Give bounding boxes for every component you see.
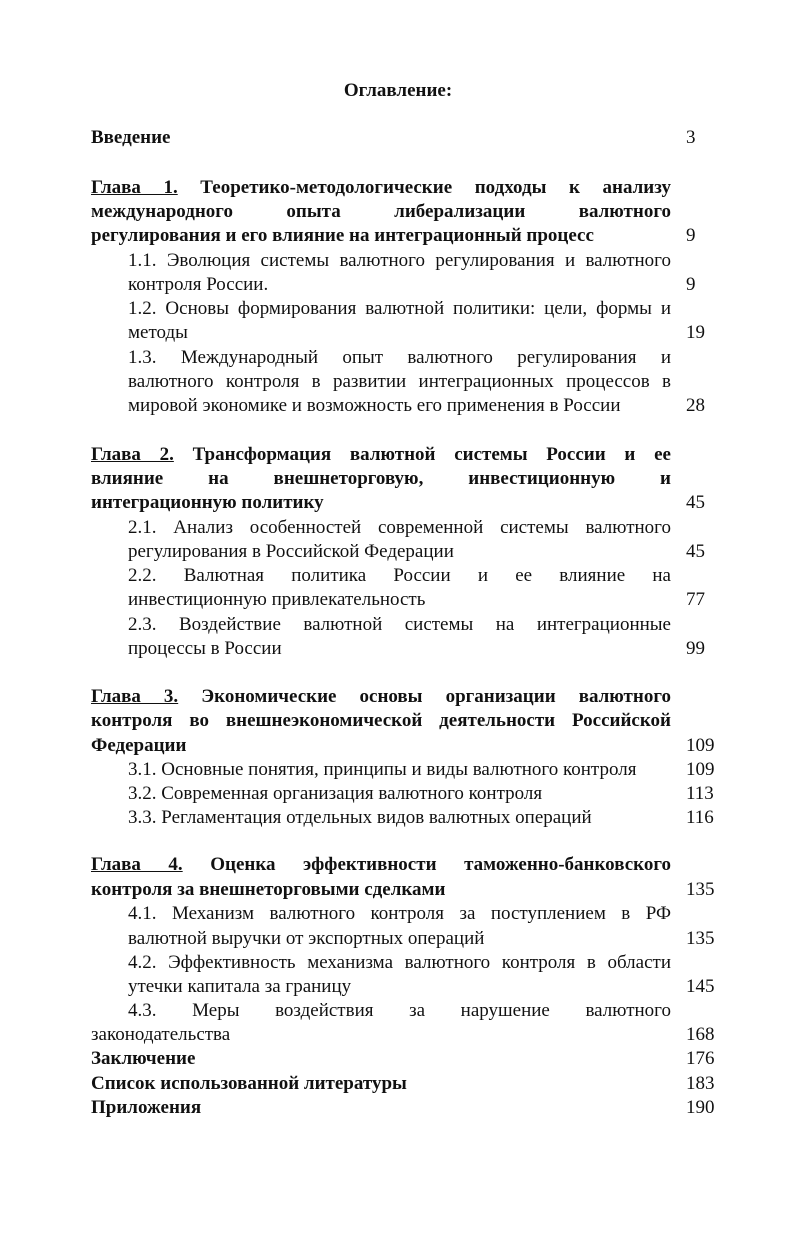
toc-entry-intro: Введение — [91, 127, 171, 148]
toc-page-literature: 183 — [686, 1073, 715, 1094]
toc-page-section-1-3: 28 — [686, 395, 705, 416]
toc-page-section-2-2: 77 — [686, 589, 705, 610]
toc-chapter-1-line-2: международного опыта либерализации валютного — [91, 201, 671, 222]
toc-section-1-3-line-1: 1.3. Международный опыт валютного регулирования и — [128, 347, 671, 368]
toc-section-2-1-line-1: 2.1. Анализ особенностей современной системы валютного — [128, 517, 671, 538]
toc-section-1-3-line-2: валютного контроля в развитии интеграционных процессов в — [128, 371, 671, 392]
toc-page-section-1-2: 19 — [686, 322, 705, 343]
toc-section-2-3-line-1: 2.3. Воздействие валютной системы на интеграционные — [128, 614, 671, 635]
toc-page-section-4-3: 168 — [686, 1024, 715, 1045]
toc-chapter-3-line-2: контроля во внешнеэкономической деятельности Российской — [91, 710, 671, 731]
toc-page-section-2-3: 99 — [686, 638, 705, 659]
toc-section-4-2-line-2: утечки капитала за границу — [128, 976, 352, 997]
toc-page-conclusion: 176 — [686, 1048, 715, 1069]
toc-page-intro: 3 — [686, 127, 696, 148]
toc-page-chapter-1: 9 — [686, 225, 696, 246]
toc-section-4-1-line-2: валютной выручки от экспортных операций — [128, 928, 485, 949]
toc-chapter-1-line-1 — [91, 176, 671, 200]
toc-section-1-2-line-1: 1.2. Основы формирования валютной политики: цели, формы и — [128, 298, 671, 319]
chapter-3-prefix: Глава 3. — [91, 686, 179, 707]
toc-section-2-1-line-2: регулирования в Российской Федерации — [128, 541, 454, 562]
toc-section-1-2-line-2: методы — [128, 322, 188, 343]
toc-section-4-3-line-2: законодательства — [91, 1024, 231, 1045]
toc-chapter-4-line-1 — [91, 853, 671, 877]
chapter-3-title-part: Экономические основы организации валютного — [178, 686, 671, 707]
toc-page-chapter-2: 45 — [686, 492, 705, 513]
toc-section-1-1-line-1: 1.1. Эволюция системы валютного регулирования и валютного — [128, 250, 671, 271]
toc-title: Оглавление: — [343, 80, 453, 101]
toc-page-section-3-2: 113 — [686, 783, 714, 804]
toc-chapter-2-line-3: интеграционную политику — [91, 492, 324, 513]
toc-section-2-2-line-1: 2.2. Валютная политика России и ее влияние на — [128, 565, 671, 586]
toc-section-4-1-line-1: 4.1. Механизм валютного контроля за поступлением в РФ — [128, 903, 671, 924]
chapter-1-title-part: Теоретико-методологические подходы к анализу — [177, 177, 671, 198]
toc-page-section-4-1: 135 — [686, 928, 715, 949]
toc-section-1-3-line-3: мировой экономике и возможность его применения в России — [128, 395, 621, 416]
chapter-2-title-part: Трансформация валютной системы России и ее — [173, 444, 671, 465]
toc-chapter-2-line-1 — [91, 443, 671, 467]
toc-page-section-4-2: 145 — [686, 976, 715, 997]
toc-page-appendix: 190 — [686, 1097, 715, 1118]
toc-page-section-2-1: 45 — [686, 541, 705, 562]
chapter-2-prefix: Глава 2. — [91, 444, 174, 465]
toc-section-3-3: 3.3. Регламентация отдельных видов валютных операций — [128, 807, 592, 828]
toc-page-section-3-1: 109 — [686, 759, 715, 780]
toc-page-chapter-3: 109 — [686, 735, 715, 756]
toc-page-chapter-4: 135 — [686, 879, 715, 900]
toc-section-3-2: 3.2. Современная организация валютного контроля — [128, 783, 543, 804]
toc-entry-appendix: Приложения — [91, 1097, 202, 1118]
toc-page-section-3-3: 116 — [686, 807, 714, 828]
chapter-4-prefix: Глава 4. — [91, 854, 183, 875]
toc-section-2-2-line-2: инвестиционную привлекательность — [128, 589, 426, 610]
toc-chapter-4-line-2: контроля за внешнеторговыми сделками — [91, 879, 446, 900]
toc-section-3-1: 3.1. Основные понятия, принципы и виды валютного контроля — [128, 759, 637, 780]
toc-entry-conclusion: Заключение — [91, 1048, 196, 1069]
toc-page-section-1-1: 9 — [686, 274, 696, 295]
toc-section-4-2-line-1: 4.2. Эффективность механизма валютного контроля в области — [128, 952, 671, 973]
toc-chapter-2-line-2: влияние на внешнеторговую, инвестиционную и — [91, 468, 671, 489]
toc-section-2-3-line-2: процессы в России — [128, 638, 282, 659]
toc-chapter-3-line-3: Федерации — [91, 735, 187, 756]
chapter-4-title-part: Оценка эффективности таможенно-банковского — [182, 854, 671, 875]
toc-entry-literature: Список использованной литературы — [91, 1073, 407, 1094]
toc-section-1-1-line-2: контроля России. — [128, 274, 269, 295]
toc-chapter-3-line-1 — [91, 685, 671, 709]
toc-section-4-3-line-1: 4.3. Меры воздействия за нарушение валютного — [128, 1000, 671, 1021]
toc-chapter-1-line-3: регулирования и его влияние на интеграционный процесс — [91, 225, 594, 246]
chapter-1-prefix: Глава 1. — [91, 177, 178, 198]
